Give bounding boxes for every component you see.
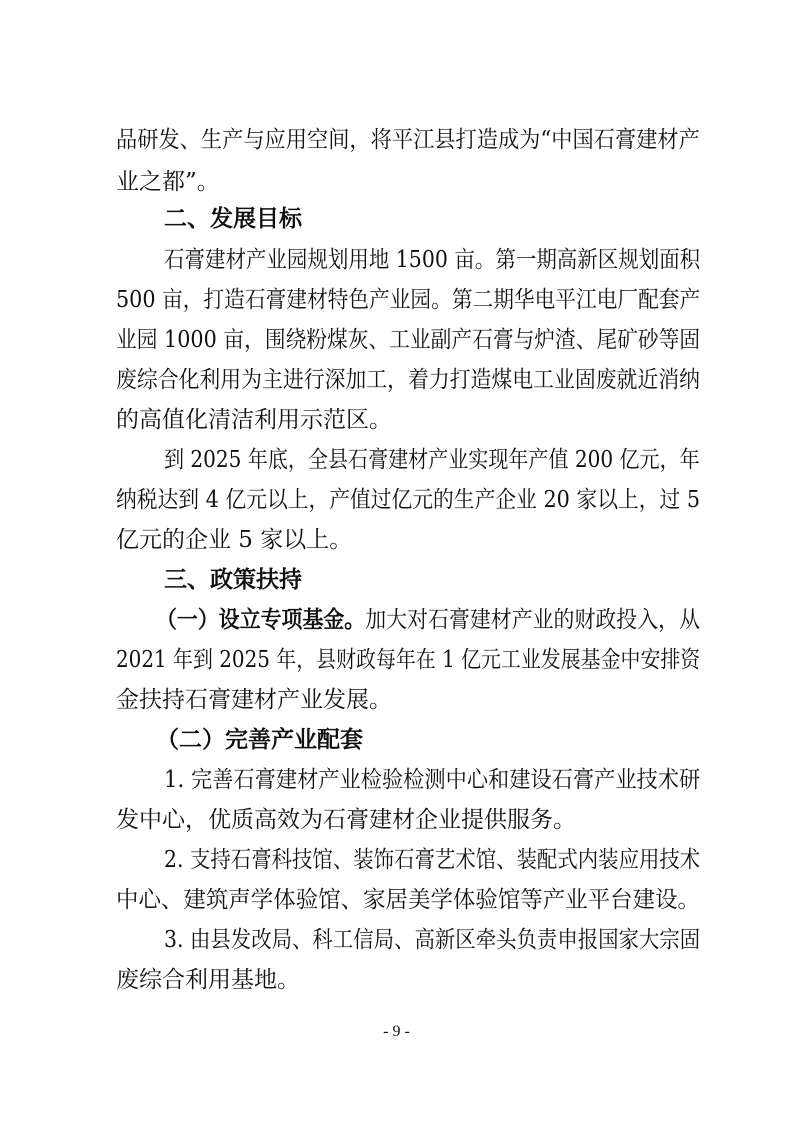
paragraph-line: 金扶持石膏建材产业发展。 — [116, 687, 392, 713]
paragraph-line — [156, 605, 700, 635]
subsection-title: （一）设立专项基金。 — [156, 607, 366, 633]
paragraph-line: 2021 年到 2025 年，县财政每年在 1 亿元工业发展基金中安排资 — [116, 647, 701, 673]
paragraph-line: 废综合化利用为主进行深加工，着力打造煤电工业固废就近消纳 — [116, 367, 700, 393]
paragraph-line: 的高值化清洁利用示范区。 — [116, 407, 392, 433]
paragraph-line: 业园 1000 亩，围绕粉煤灰、工业副产石膏与炉渣、尾矿砂等固 — [116, 327, 701, 353]
paragraph-line: 业之都”。 — [116, 169, 220, 195]
section-heading: 三、政策扶持 — [164, 567, 302, 593]
paragraph-line: 石膏建材产业园规划用地 1500 亩。第一期高新区规划面积 — [164, 247, 701, 273]
paragraph-text: 加大对石膏建材产业的财政投入，从 — [365, 607, 701, 633]
paragraph-line: 发中心，优质高效为石膏建材企业提供服务。 — [116, 807, 576, 833]
paragraph-line: 亿元的企业 5 家以上。 — [116, 527, 353, 553]
section-heading: 二、发展目标 — [164, 206, 302, 232]
paragraph-line: 品研发、生产与应用空间，将平江县打造成为“中国石膏建材产 — [116, 127, 700, 153]
paragraph-line: 废综合利用基地。 — [116, 967, 300, 993]
paragraph-line: 纳税达到 4 亿元以上，产值过亿元的生产企业 20 家以上，过 5 — [116, 487, 701, 513]
paragraph-line: 500 亩，打造石膏建材特色产业园。第二期华电平江电厂配套产 — [116, 287, 701, 313]
paragraph-line: 到 2025 年底，全县石膏建材产业实现年产值 200 亿元，年 — [164, 447, 700, 473]
subsection-heading: （二）完善产业配套 — [156, 727, 363, 753]
paragraph-line: 3. 由县发改局、科工信局、高新区牵头负责申报国家大宗固 — [164, 927, 701, 953]
paragraph-line: 中心、建筑声学体验馆、家居美学体验馆等产业平台建设。 — [116, 887, 701, 913]
paragraph-line: 2. 支持石膏科技馆、装饰石膏艺术馆、装配式内装应用技术 — [164, 847, 701, 873]
page-number: - 9 - — [383, 1023, 410, 1040]
paragraph-line: 1. 完善石膏建材产业检验检测中心和建设石膏产业技术研 — [164, 767, 701, 793]
